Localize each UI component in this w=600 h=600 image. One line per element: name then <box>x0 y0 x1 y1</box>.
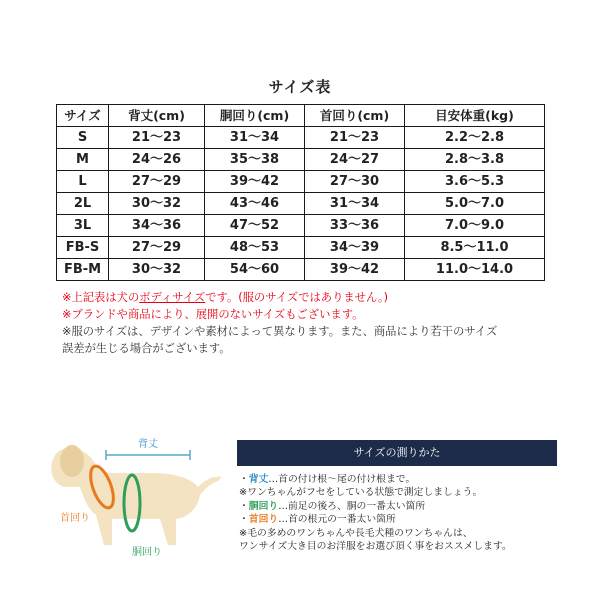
measure-note-3: ワンサイズ大き目のお洋服をお選び頂く事をおススメします。 <box>239 541 512 553</box>
cell-weight: 3.6〜5.3 <box>405 171 545 193</box>
table-row <box>57 193 545 215</box>
table-row <box>57 127 545 149</box>
table-row <box>57 259 545 281</box>
table-row <box>57 237 545 259</box>
body-label: 胴回り <box>132 547 162 558</box>
cell-neck: 33〜36 <box>305 215 405 237</box>
measure-neck: ・首回り…首の根元の一番太い箇所 <box>239 514 396 526</box>
measure-panel-title: サイズの測りかた <box>237 440 557 466</box>
note-text: です。(服のサイズではありません。) <box>205 291 389 304</box>
size-table <box>56 104 545 281</box>
cell-back: 30〜32 <box>109 193 205 215</box>
header-neck-girth: 首回り(cm) <box>305 105 405 127</box>
header-body-girth: 胴回り(cm) <box>205 105 305 127</box>
cell-body: 39〜42 <box>205 171 305 193</box>
note-text: ※上記表は犬の <box>62 291 140 304</box>
measure-note-1: ※ワンちゃんがフセをしている状態で測定しましょう。 <box>239 487 483 499</box>
back-label: 背丈 <box>138 439 158 450</box>
table-row <box>57 215 545 237</box>
cell-size: 3L <box>57 215 109 237</box>
cell-neck: 34〜39 <box>305 237 405 259</box>
note-availability: ※ブランドや商品により、展開のないサイズもございます。 <box>62 308 364 321</box>
note-variation: ※服のサイズは、デザインや素材によって異なります。また、商品により若干のサイズ <box>62 325 498 338</box>
cell-neck: 27〜30 <box>305 171 405 193</box>
header-size: サイズ <box>57 105 109 127</box>
neck-label: 首回り <box>60 513 90 524</box>
notes-section <box>62 289 552 357</box>
back-desc: …首の付け根〜尾の付け根まで。 <box>268 474 416 485</box>
cell-weight: 7.0〜9.0 <box>405 215 545 237</box>
cell-neck: 21〜23 <box>305 127 405 149</box>
header-weight: 目安体重(kg) <box>405 105 545 127</box>
cell-neck: 39〜42 <box>305 259 405 281</box>
header-back-length: 背丈(cm) <box>109 105 205 127</box>
cell-weight: 2.8〜3.8 <box>405 149 545 171</box>
cell-body: 47〜52 <box>205 215 305 237</box>
cell-weight: 8.5〜11.0 <box>405 237 545 259</box>
measure-back: ・背丈…首の付け根〜尾の付け根まで。 <box>239 474 416 485</box>
cell-size: 2L <box>57 193 109 215</box>
body-term: 胴回り <box>248 500 279 512</box>
note-body-size <box>62 289 552 306</box>
note-variation-cont: 誤差が生じる場合がございます。 <box>62 342 231 355</box>
cell-back: 21〜23 <box>109 127 205 149</box>
cell-neck: 24〜27 <box>305 149 405 171</box>
back-term: 背丈 <box>248 474 269 485</box>
cell-body: 31〜34 <box>205 127 305 149</box>
dog-measurement-illustration <box>40 425 235 575</box>
page-title: サイズ表 <box>268 78 332 96</box>
note-emphasis: ボディサイズ <box>139 291 206 304</box>
measure-body: ・胴回り…前足の後ろ、胴の一番太い箇所 <box>239 500 426 512</box>
table-row <box>57 171 545 193</box>
cell-size: L <box>57 171 109 193</box>
cell-body: 35〜38 <box>205 149 305 171</box>
cell-body: 43〜46 <box>205 193 305 215</box>
cell-size: FB-S <box>57 237 109 259</box>
measure-note-2: ※毛の多めのワンちゃんや長毛犬種のワンちゃんは、 <box>239 527 473 539</box>
neck-term: 首回り <box>248 514 279 526</box>
cell-back: 30〜32 <box>109 259 205 281</box>
cell-back: 27〜29 <box>109 171 205 193</box>
cell-back: 24〜26 <box>109 149 205 171</box>
cell-size: S <box>57 127 109 149</box>
cell-body: 48〜53 <box>205 237 305 259</box>
cell-weight: 5.0〜7.0 <box>405 193 545 215</box>
cell-back: 34〜36 <box>109 215 205 237</box>
cell-body: 54〜60 <box>205 259 305 281</box>
cell-weight: 2.2〜2.8 <box>405 127 545 149</box>
measure-panel <box>237 440 557 553</box>
table-row <box>57 149 545 171</box>
body-desc: …前足の後ろ、胴の一番太い箇所 <box>278 500 426 512</box>
neck-desc: …首の根元の一番太い箇所 <box>278 514 396 526</box>
cell-back: 27〜29 <box>109 237 205 259</box>
cell-size: FB-M <box>57 259 109 281</box>
dog-silhouette <box>51 445 222 545</box>
cell-size: M <box>57 149 109 171</box>
table-header-row <box>57 105 545 127</box>
cell-weight: 11.0〜14.0 <box>405 259 545 281</box>
cell-neck: 31〜34 <box>305 193 405 215</box>
